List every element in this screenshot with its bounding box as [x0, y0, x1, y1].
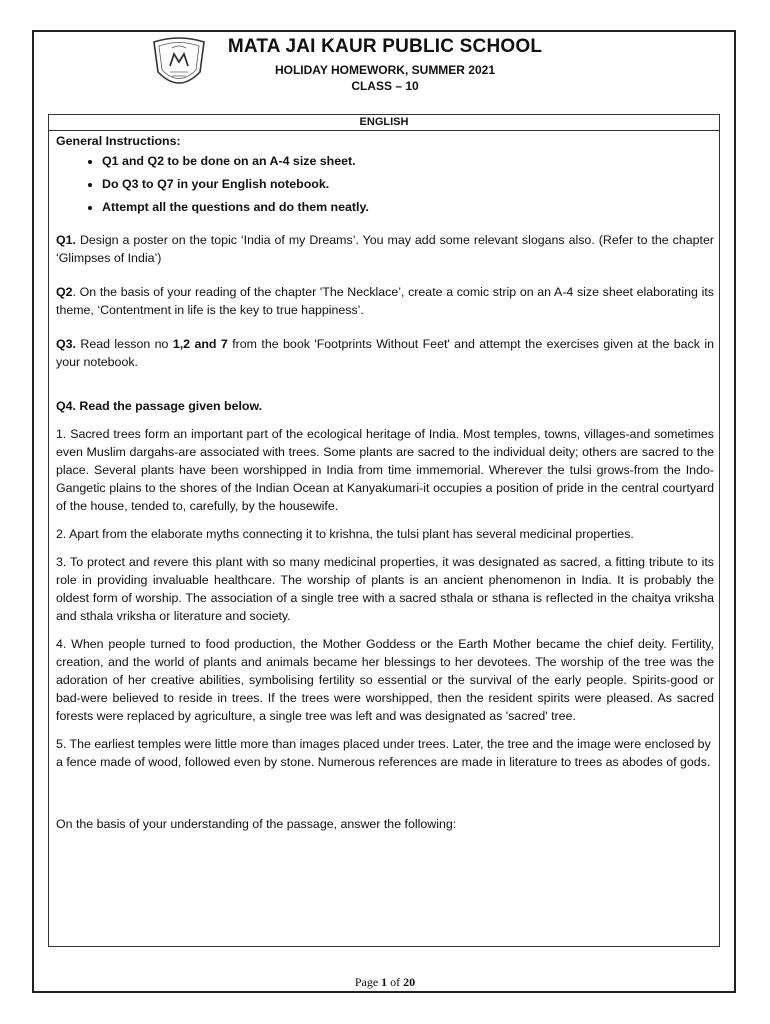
document-body	[56, 132, 714, 833]
question-label: Q4	[56, 399, 73, 413]
closing-prompt: On the basis of your understanding of the passage, answer the following:	[56, 817, 457, 831]
homework-title: HOLIDAY HOMEWORK, SUMMER 2021	[274, 63, 496, 77]
class-label: CLASS – 10	[351, 79, 419, 93]
page-of: of	[387, 975, 404, 989]
question-text: Design a poster on the topic ‘India of my Dreams’. You may add some relevant slogans also. (Refer to the chapter ‘Glimpses of India’)	[56, 233, 714, 265]
passage-paragraph-4: 4. When people turned to food production, the Mother Goddess or the Earth Mother became the chief deity. Fertility, creation, and the world of plants and animals became her blessings to her devotees. The worship of the tree was the adoration of her creative abilities, symbolising fertility so essential or the survival of the early people. Spirits-good or bad-were believed to reside in trees. If the trees were worshipped, then the resident spirits were pleased. As sacred forests were replaced by agriculture, a single tree was left and was designated as 'sacred' tree.	[56, 637, 714, 723]
question-3	[56, 335, 714, 371]
passage-paragraph-2: 2. Apart from the elaborate myths connecting it to krishna, the tulsi plant has several medicinal properties.	[56, 527, 634, 541]
instruction-item: • Attempt all the questions and do them neatly.	[102, 198, 714, 216]
school-name: MATA JAI KAUR PUBLIC SCHOOL	[227, 36, 543, 57]
question-label: Q1.	[56, 233, 76, 247]
instructions-title: General Instructions:	[56, 134, 181, 148]
subject-heading: ENGLISH	[48, 114, 720, 131]
lesson-numbers: 1,2 and 7	[172, 337, 228, 351]
passage-paragraph-3: 3. To protect and revere this plant with so many medicinal properties, it was designated as sacred, a fitting tribute to its role in providing invaluable healthcare. The worship of plants is an ancient phenomenon in India. It is probably the oldest form of worship. The association of a single tree with a sacred sthala or sthana is reflected in the chaitya vriksha and sthala vriksha or literature and society.	[56, 555, 714, 623]
instructions-list	[56, 152, 714, 216]
question-2	[56, 283, 714, 319]
page-number	[0, 975, 770, 990]
question-text: Read lesson no	[75, 337, 173, 351]
passage-paragraph-5: 5. The earliest temples were little more than images placed under trees. Later, the tree and the image were enclosed by a fence made of wood, followed even by stone. Numerous references are made in literature to trees as abodes of gods.	[56, 737, 711, 769]
page-prefix: Page	[354, 975, 382, 989]
question-4	[56, 397, 714, 415]
total-pages: 20	[403, 975, 416, 989]
instruction-item: • Do Q3 to Q7 in your English notebook.	[102, 175, 714, 193]
passage-paragraph-1: 1. Sacred trees form an important part of the ecological heritage of India. Most temples, towns, villages-and sometimes even Muslim dargahs-are associated with trees. Some plants are sacred to the individual deity; others are sacred to the place. Several plants have been worshipped in India from time immemorial. Wherever the tulsi grows-from the Indo- Gangetic plains to the shores of the Indian Ocean at Kanyakumari-it occupies a position of pride in the central courtyard of the house, tended to, carefully, by the housewife.	[56, 427, 714, 513]
question-text: . Read the passage given below.	[72, 399, 263, 413]
question-label: Q3.	[56, 337, 76, 351]
question-text: from the book 'Footprints Without Feet' and attempt the exercises given at the back in your notebook.	[56, 337, 714, 369]
question-text: . On the basis of your reading of the chapter 'The Necklace’, create a comic strip on an A-4 size sheet elaborating its theme, ‘Contentment in life is the key to true happiness’.	[56, 285, 714, 317]
question-1	[56, 231, 714, 267]
current-page: 1	[381, 975, 388, 989]
instruction-item: • Q1 and Q2 to be done on an A-4 size sheet.	[102, 152, 714, 170]
question-label: Q2	[56, 285, 73, 299]
